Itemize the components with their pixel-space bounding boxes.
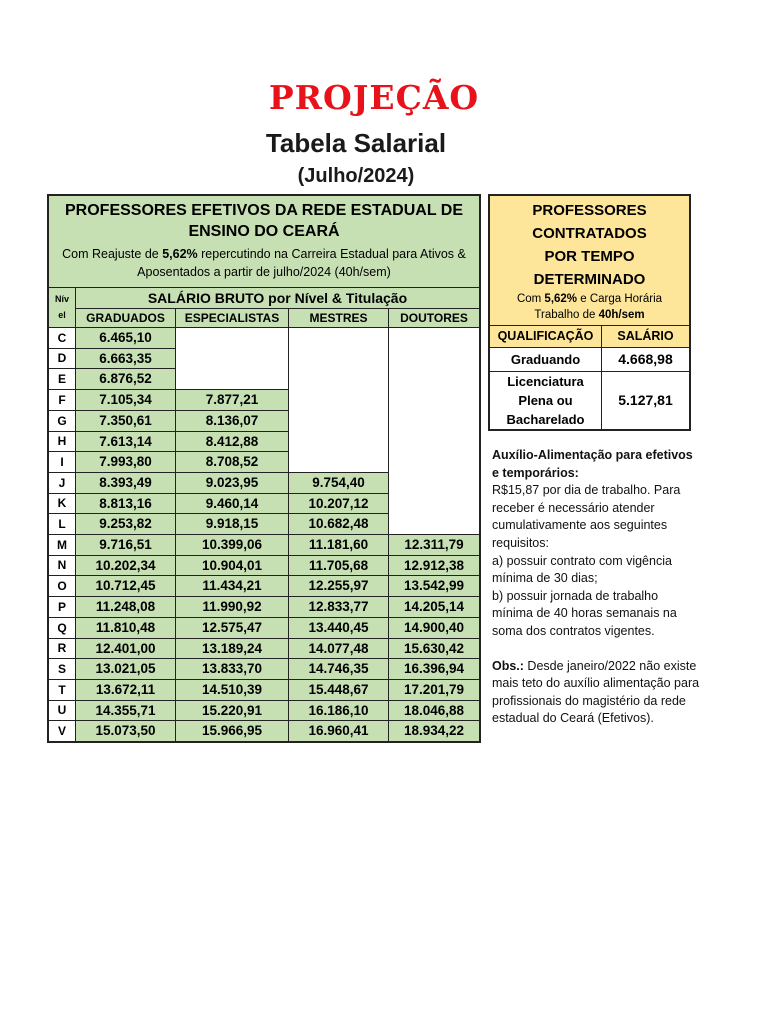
salary-cell: 7.105,34: [76, 390, 176, 411]
salary-cell: 8.813,16: [76, 494, 176, 514]
salary-cell: 14.510,39: [176, 680, 289, 701]
empty-cell: [389, 349, 479, 369]
salary-cell: 10.207,12: [289, 494, 389, 514]
salary-cell: 11.705,68: [289, 556, 389, 576]
contracted-title-line1: PROFESSORES: [532, 202, 647, 219]
empty-cell: [389, 514, 479, 535]
salary-cell: 11.181,60: [289, 535, 389, 556]
level-label: S: [49, 659, 76, 680]
level-label: H: [49, 432, 76, 452]
contracted-title-line4: DETERMINADO: [533, 271, 646, 288]
level-label: T: [49, 680, 76, 701]
salary-cell: 9.253,82: [76, 514, 176, 535]
qualification-graduando: Graduando: [490, 348, 602, 372]
nivel-header: [49, 288, 76, 328]
contracted-sub2: [490, 307, 689, 323]
sub1-percent: 5,62%: [544, 293, 578, 305]
salary-cell: 13.189,24: [176, 639, 289, 659]
requirement-b: b) possuir jornada de trabalho mínima de 40 horas semanais na soma dos contratos vigentes.: [492, 588, 677, 638]
salary-cell: 16.960,41: [289, 721, 389, 742]
salary-cell: 12.255,97: [289, 576, 389, 597]
level-label: D: [49, 349, 76, 369]
empty-cell: [289, 390, 389, 411]
column-header-doutores: DOUTORES: [389, 309, 479, 328]
empty-cell: [176, 369, 289, 390]
level-label: E: [49, 369, 76, 390]
empty-cell: [389, 494, 479, 514]
level-label: J: [49, 473, 76, 494]
sub1-prefix: Com: [516, 293, 545, 305]
salary-cell: 11.434,21: [176, 576, 289, 597]
table-note: [49, 245, 479, 281]
column-header-mestres: MESTRES: [289, 309, 389, 328]
obs-note: [492, 658, 702, 728]
level-label: C: [49, 328, 76, 349]
empty-cell: [289, 349, 389, 369]
salary-cell: 11.990,92: [176, 597, 289, 618]
salary-col-header: SALÁRIO: [602, 326, 689, 348]
salary-cell: 10.202,34: [76, 556, 176, 576]
sub2-hours: 40h/sem: [598, 309, 645, 321]
qual-line-1: Licenciatura: [507, 374, 584, 389]
level-label: V: [49, 721, 76, 742]
contracted-header: [490, 196, 689, 326]
salary-cell: 15.966,95: [176, 721, 289, 742]
salary-licenciatura: 5.127,81: [618, 392, 673, 408]
salary-cell: 8.393,49: [76, 473, 176, 494]
aux-body: R$15,87 por dia de trabalho. Para receber é necessário atender cumulativamente aos seguintes requisitos:: [492, 483, 681, 550]
contracted-title: [490, 199, 689, 291]
salary-cell: 10.682,48: [289, 514, 389, 535]
level-label: R: [49, 639, 76, 659]
empty-cell: [289, 328, 389, 349]
level-label: F: [49, 390, 76, 411]
contracted-teachers-panel: [488, 194, 691, 431]
salary-cell: 15.220,91: [176, 701, 289, 721]
empty-cell: [389, 411, 479, 432]
empty-cell: [389, 369, 479, 390]
aux-title: Auxílio-Alimentação para efetivos e temporários:: [492, 448, 693, 480]
salary-cell: 17.201,79: [389, 680, 479, 701]
empty-cell: [389, 328, 479, 349]
salary-cell: 15.073,50: [76, 721, 176, 742]
salary-cell: 18.934,22: [389, 721, 479, 742]
salary-cell: 6.663,35: [76, 349, 176, 369]
empty-cell: [176, 328, 289, 349]
salary-cell: 9.918,15: [176, 514, 289, 535]
salary-cell: 13.440,45: [289, 618, 389, 639]
empty-cell: [389, 390, 479, 411]
salary-cell: 10.904,01: [176, 556, 289, 576]
notes-section: [492, 447, 702, 728]
level-label: O: [49, 576, 76, 597]
qualification-header: QUALIFICAÇÃO: [490, 326, 602, 348]
level-label: G: [49, 411, 76, 432]
column-header-especialistas: ESPECIALISTAS: [176, 309, 289, 328]
salary-graduando: 4.668,98: [602, 348, 689, 372]
salary-cell: 13.833,70: [176, 659, 289, 680]
page-date: (Julho/2024): [297, 165, 415, 187]
salary-cell: 6.876,52: [76, 369, 176, 390]
empty-cell: [389, 432, 479, 452]
salary-cell: 11.810,48: [76, 618, 176, 639]
salary-cell: 7.350,61: [76, 411, 176, 432]
table-header: [49, 196, 479, 288]
salary-cell: 12.311,79: [389, 535, 479, 556]
salary-cell: 8.412,88: [176, 432, 289, 452]
salary-cell: 10.399,06: [176, 535, 289, 556]
salary-cell: 7.877,21: [176, 390, 289, 411]
empty-cell: [389, 473, 479, 494]
salary-header: SALÁRIO BRUTO por Nível & Titulação: [76, 288, 479, 309]
qualification-licenciatura: [490, 372, 602, 429]
contracted-sub1: [490, 291, 689, 307]
qual-line-3: Bacharelado: [506, 412, 585, 427]
salary-cell: 16.186,10: [289, 701, 389, 721]
salary-cell: 15.630,42: [389, 639, 479, 659]
level-label: P: [49, 597, 76, 618]
salary-cell: 14.205,14: [389, 597, 479, 618]
note-percent: 5,62%: [162, 247, 198, 261]
note-suffix: repercutindo na Carreira Estadual para Ativos & Aposentados a partir de julho/2024 (40h/sem): [137, 247, 466, 279]
table-heading: PROFESSORES EFETIVOS DA REDE ESTADUAL DE ENSINO DO CEARÁ: [65, 202, 463, 240]
empty-cell: [289, 432, 389, 452]
note-prefix: Com Reajuste de: [62, 247, 163, 261]
requirement-a: a) possuir contrato com vigência mínima de 30 dias;: [492, 553, 672, 586]
salary-cell: 12.833,77: [289, 597, 389, 618]
salary-cell: 9.460,14: [176, 494, 289, 514]
salary-cell: 16.396,94: [389, 659, 479, 680]
contracted-title-line2: CONTRATADOS: [532, 225, 647, 242]
salary-cell: 9.023,95: [176, 473, 289, 494]
nivel-label-2: el: [58, 310, 66, 320]
salary-cell: 14.077,48: [289, 639, 389, 659]
salary-cell: 8.136,07: [176, 411, 289, 432]
column-header-graduados: GRADUADOS: [76, 309, 176, 328]
level-label: M: [49, 535, 76, 556]
contracted-title-line3: POR TEMPO: [544, 248, 635, 265]
salary-cell: 13.021,05: [76, 659, 176, 680]
salary-cell: 14.746,35: [289, 659, 389, 680]
salary-cell: 8.708,52: [176, 452, 289, 473]
nivel-label-1: Nív: [54, 294, 69, 304]
salary-cell: 6.465,10: [76, 328, 176, 349]
salary-cell: 12.575,47: [176, 618, 289, 639]
level-label: N: [49, 556, 76, 576]
salary-cell: 12.401,00: [76, 639, 176, 659]
salary-cell: 14.355,71: [76, 701, 176, 721]
sub1-suffix: e Carga Horária: [577, 293, 663, 305]
salary-cell: 9.716,51: [76, 535, 176, 556]
level-label: L: [49, 514, 76, 535]
salary-cell: 7.993,80: [76, 452, 176, 473]
salary-cell: 14.900,40: [389, 618, 479, 639]
empty-cell: [289, 452, 389, 473]
page-title: PROJEÇÃO: [268, 78, 480, 117]
empty-cell: [389, 452, 479, 473]
empty-cell: [289, 411, 389, 432]
salary-cell: 12.912,38: [389, 556, 479, 576]
salary-cell: 7.613,14: [76, 432, 176, 452]
empty-cell: [289, 369, 389, 390]
qual-line-2: Plena ou: [518, 393, 573, 408]
page-subtitle: Tabela Salarial: [265, 128, 447, 158]
sub2-prefix: Trabalho de: [534, 309, 599, 321]
level-label: U: [49, 701, 76, 721]
effective-teachers-table: [47, 194, 481, 743]
salary-cell: 15.448,67: [289, 680, 389, 701]
salary-cell: 13.672,11: [76, 680, 176, 701]
obs-label: Obs.:: [492, 658, 524, 673]
salary-cell: 10.712,45: [76, 576, 176, 597]
salary-cell: 11.248,08: [76, 597, 176, 618]
level-label: I: [49, 452, 76, 473]
level-label: K: [49, 494, 76, 514]
obs-text: Desde janeiro/2022 não existe mais teto do auxílio alimentação para profissionais do magistério da rede estadual do Ceará (Efetivos).: [492, 658, 700, 726]
salary-cell: 18.046,88: [389, 701, 479, 721]
salary-cell: 9.754,40: [289, 473, 389, 494]
salary-cell: 13.542,99: [389, 576, 479, 597]
empty-cell: [176, 349, 289, 369]
level-label: Q: [49, 618, 76, 639]
